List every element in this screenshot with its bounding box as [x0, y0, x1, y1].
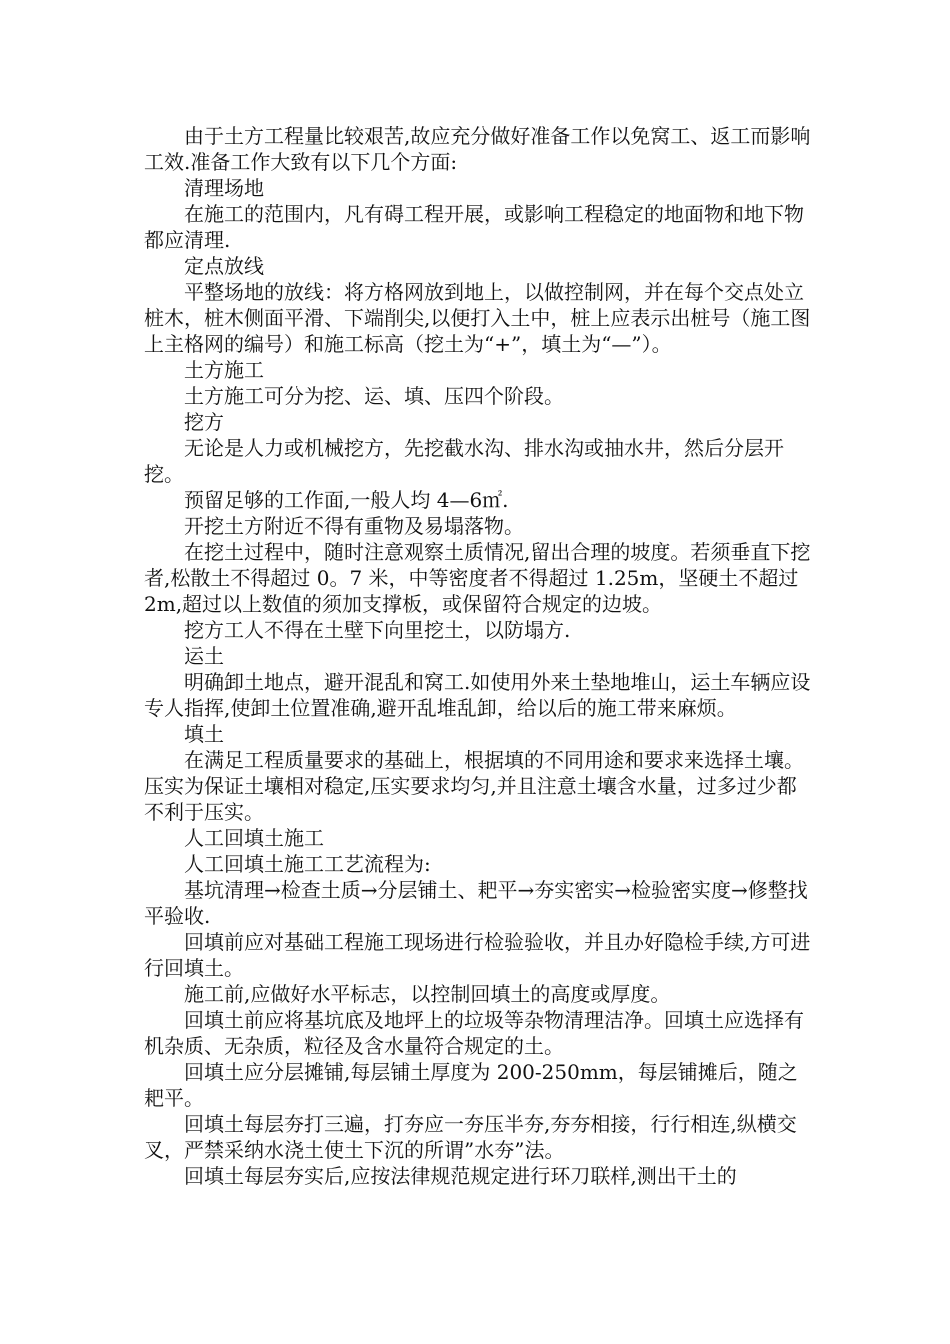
paragraph-backfill-4: 回填土应分层摊铺,每层铺土厚度为 200-250mm，每层铺摊后，随之耙平。 — [144, 1060, 798, 1110]
paragraph-excavation-1: 无论是人力或机械挖方，先挖截水沟、排水沟或抽水井，然后分层开挖。 — [144, 436, 784, 486]
heading-excavation: 挖方 — [184, 410, 224, 434]
heading-setting-out: 定点放线 — [184, 254, 264, 278]
paragraph-excavation-4: 在挖土过程中，随时注意观察土质情况,留出合理的坡度。若须垂直下挖者,松散土不得超过 0。7 米，中等密度者不得超过 1.25m，坚硬土不超过 2m,超过以上数值的须加支撑板，或保留符合规定的边坡。 — [144, 540, 811, 616]
paragraph-backfill-2: 施工前,应做好水平标志，以控制回填土的高度或厚度。 — [184, 982, 671, 1006]
paragraph-backfill-5: 回填土每层夯打三遍，打夯应一夯压半夯,夯夯相接，行行相连,纵横交叉，严禁采纳水浇土使土下沉的所谓”水夯”法。 — [144, 1112, 797, 1162]
paragraph-backfill-6: 回填土每层夯实后,应按法律规范规定进行环刀联样,测出干土的 — [184, 1164, 737, 1188]
heading-site-clearing: 清理场地 — [184, 176, 264, 200]
paragraph-backfill-process-flow: 基坑清理→检查土质→分层铺土、耙平→夯实密实→检验密实度→修整找平验收. — [144, 878, 808, 928]
paragraph-backfill-process-title: 人工回填土施工工艺流程为: — [184, 852, 431, 876]
document-body — [144, 123, 816, 1189]
paragraph-excavation-3: 开挖土方附近不得有重物及易塌落物。 — [184, 514, 524, 538]
paragraph-excavation-5: 挖方工人不得在土壁下向里挖土，以防塌方. — [184, 618, 571, 642]
paragraph-intro: 由于土方工程量比较艰苦,故应充分做好准备工作以免窝工、返工而影响工效.准备工作大致有以下几个方面: — [144, 124, 811, 174]
heading-transport: 运土 — [184, 644, 224, 668]
heading-filling: 填土 — [184, 722, 224, 746]
paragraph-site-clearing: 在施工的范围内，凡有碍工程开展，或影响工程稳定的地面物和地下物都应清理. — [144, 202, 804, 252]
paragraph-backfill-3: 回填土前应将基坑底及地坪上的垃圾等杂物清理洁净。回填土应选择有机杂质、无杂质，粒径及含水量符合规定的土。 — [144, 1008, 804, 1058]
paragraph-transport: 明确卸土地点，避开混乱和窝工.如使用外来土垫地堆山，运土车辆应设专人指挥,使卸土位置准确,避开乱堆乱卸，给以后的施工带来麻烦。 — [144, 670, 811, 720]
paragraph-excavation-2: 预留足够的工作面,一般人均 4—6㎡. — [184, 488, 509, 512]
paragraph-backfill-1: 回填前应对基础工程施工现场进行检验验收，并且办好隐检手续,方可进行回填土。 — [144, 930, 811, 980]
paragraph-filling: 在满足工程质量要求的基础上，根据填的不同用途和要求来选择土壤。压实为保证土壤相对稳定,压实要求均匀,并且注意土壤含水量，过多过少都不利于压实。 — [144, 748, 804, 824]
paragraph-earthwork-stages: 土方施工可分为挖、运、填、压四个阶段。 — [184, 384, 564, 408]
heading-manual-backfill: 人工回填土施工 — [184, 826, 324, 850]
paragraph-setting-out: 平整场地的放线：将方格网放到地上，以做控制网，并在每个交点处立桩木，桩木侧面平滑、下端削尖,以便打入土中，桩上应表示出桩号（施工图上主格网的编号）和施工标高（挖土为“+”，填土为“—”）。 — [144, 280, 811, 356]
heading-earthwork: 土方施工 — [184, 358, 264, 382]
